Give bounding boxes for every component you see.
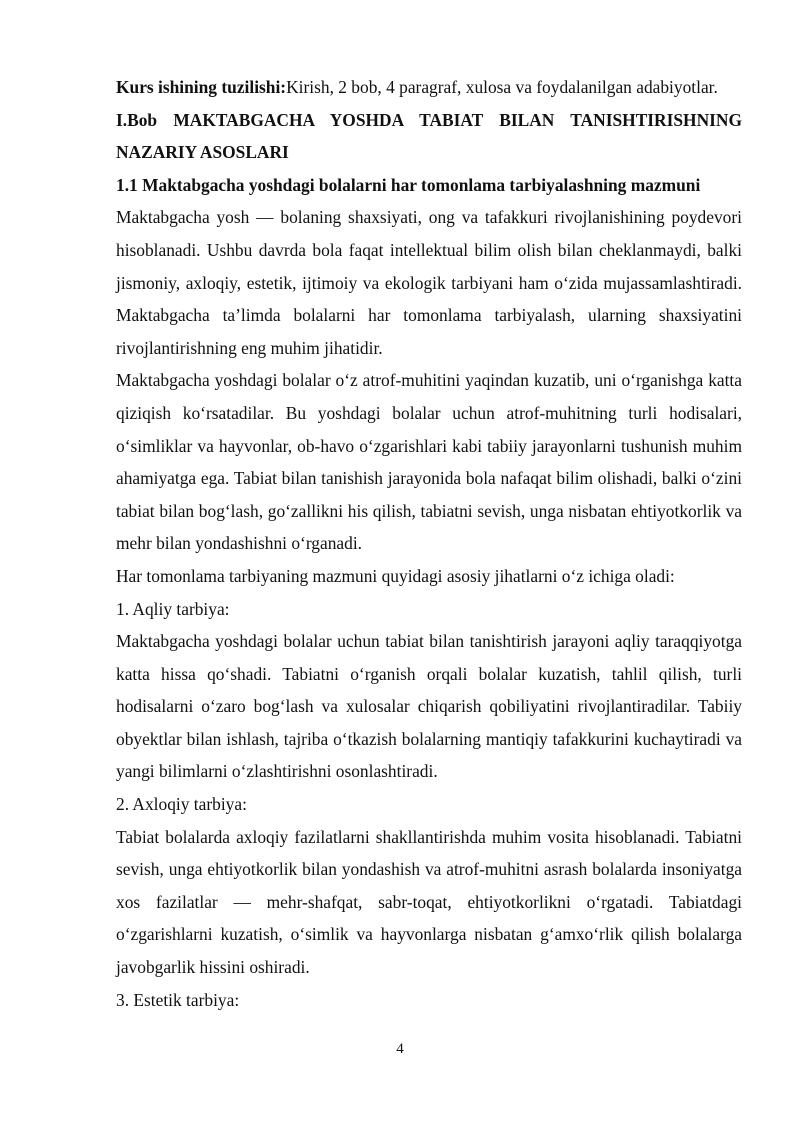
structure-text: Kirish, 2 bob, 4 paragraf, xulosa va foydalanilgan adabiyotlar. (286, 77, 718, 97)
item-3-title: 3. Estetik tarbiya: (116, 989, 240, 1010)
page-number: 4 (396, 1041, 404, 1057)
paragraph-nature: Maktabgacha yoshdagi bolalar oʻz atrof-muhitini yaqindan kuzatib, uni oʻrganishga katta qiziqish koʻrsatadilar. Bu yoshdagi bolalar uchun atrof-muhitning turli hodisalari, oʻsimliklar va hayvonlar, ob-havo oʻzgarishlari kabi tabiiy jarayonlarni tushunish muhim ahamiyatga ega. Tabiat bilan tanishish jarayonida bola nafaqat bilim olishadi, balki oʻzini tabiat bilan bogʻlash, goʻzallikni his qilish, tabiatni sevish, unga nisbatan ehtiyotkorlik va mehr bilan yondashishni oʻrganadi. (116, 370, 742, 554)
item-1-text: Maktabgacha yoshdagi bolalar uchun tabiat bilan tanishtirish jarayoni aqliy taraqqiyotga katta hissa qoʻshadi. Tabiatni oʻrganish orqali bolalar kuzatish, tahlil qilish, turli hodisalarni oʻzaro bogʻlash va xulosalar chiqarish qobiliyatini rivojlantiradilar. Tabiiy obyektlar bilan ishlash, tajriba oʻtkazish bolalarning mantiqiy tafakkurini kuchaytiradi va yangi bilimlarni oʻzlashtirishni osonlashtiradi. (116, 631, 742, 782)
item-1-title: 1. Aqliy tarbiya: (116, 598, 230, 619)
document-page (116, 71, 742, 1016)
paragraph-intro: Maktabgacha yosh — bolaning shaxsiyati, ong va tafakkuri rivojlanishining poydevori hisoblanadi. Ushbu davrda bola faqat intellektual bilim olish bilan cheklanmaydi, balki jismoniy, axloqiy, estetik, ijtimoiy va ekologik tarbiyani ham oʻzida mujassamlashtiradi. Maktabgacha taʼlimda bolalarni har tomonlama tarbiyalash, ularning shaxsiyatini rivojlantirishning eng muhim jihatidir. (116, 207, 742, 358)
section-title: 1.1 Maktabgacha yoshdagi bolalarni har tomonlama tarbiyalashning mazmuni (116, 174, 701, 195)
item-2-title: 2. Axloqiy tarbiya: (116, 794, 247, 815)
structure-label: Kurs ishining tuzilishi: (116, 77, 287, 97)
paragraph-content-list-intro: Har tomonlama tarbiyaning mazmuni quyidagi asosiy jihatlarni oʻz ichiga oladi: (116, 565, 675, 586)
structure-paragraph (116, 71, 742, 104)
chapter-title: I.Bob MAKTABGACHA YOSHDA TABIAT BILAN TANISHTIRISHNING NAZARIY ASOSLARI (116, 109, 742, 163)
item-2-text: Tabiat bolalarda axloqiy fazilatlarni shakllantirishda muhim vosita hisoblanadi. Tabiatni sevish, unga ehtiyotkorlik bilan yondashish va atrof-muhitni asrash bolalarda insoniyatga xos fazilatlar — mehr-shafqat, sabr-toqat, ehtiyotkorlikni oʻrgatadi. Tabiatdagi oʻzgarishlarni kuzatish, oʻsimlik va hayvonlarga nisbatan gʻamxoʻrlik qilish bolalarga javobgarlik hissini oshiradi. (116, 826, 742, 978)
